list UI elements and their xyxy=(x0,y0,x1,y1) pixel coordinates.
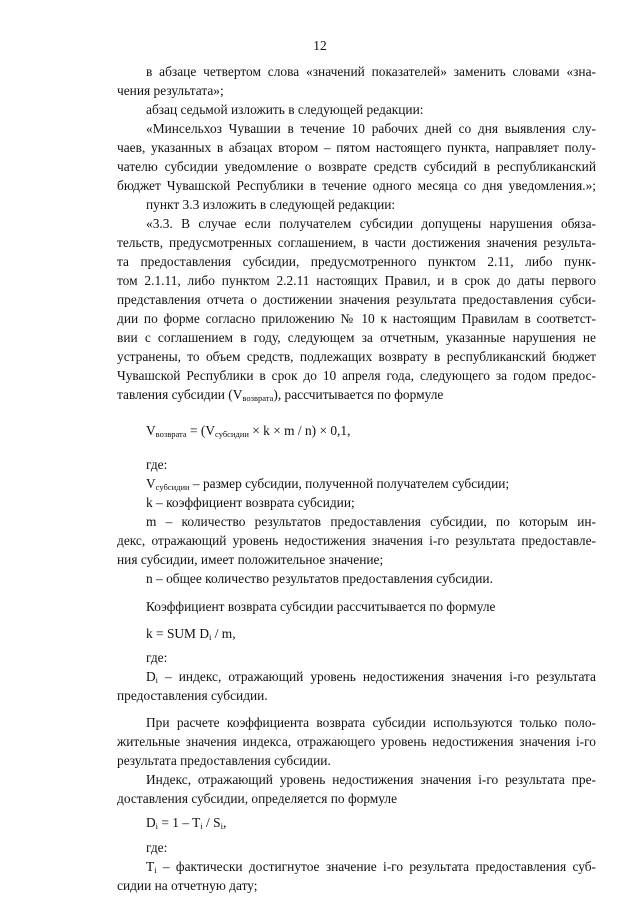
where-label: где: xyxy=(146,840,168,855)
subscript: возврата xyxy=(242,393,274,403)
text-line: пункт 3.3 изложить в следующей редакции: xyxy=(146,197,396,212)
where-label: где: xyxy=(146,457,168,472)
text-line: том 2.1.11, либо пунктом 2.2.11 настоящих Правил, и в срок до даты первого xyxy=(117,273,596,288)
text-line: устранены, то объем средств, подлежащих возврату в республиканский бюджет xyxy=(117,349,596,364)
definition-n: n – общее количество результатов предоставления субсидии. xyxy=(146,571,493,586)
text-line: чателю субсидии уведомление о возврате средств субсидий в республиканский xyxy=(117,159,596,174)
text-line: чаев, указанных в абзацах втором – пятом настоящего пункта, направляет полу- xyxy=(117,140,596,155)
definition-m: декс, отражающий уровень недостижения значения i-го результата предоставле- xyxy=(117,533,596,548)
text-line: Чувашской Республики в срок до 10 апреля года, следующего за годом предос- xyxy=(117,368,596,383)
formula-d: $D_i = 1 - T_i / S_i$, xyxy=(146,815,227,831)
coefficient-intro: Коэффициент возврата субсидии рассчитывается по формуле xyxy=(146,599,496,614)
text-line: доставления субсидии, определяется по формуле xyxy=(117,791,398,806)
text-line: «Минсельхоз Чувашии в течение 10 рабочих дней со дня выявления слу- xyxy=(146,121,596,136)
definition-k: k – коэффициент возврата субсидии; xyxy=(146,495,355,510)
definition-m: ния субсидии, имеет положительное значение; xyxy=(117,552,384,567)
text-line: тельств, предусмотренных соглашением, в части достижения значения результа- xyxy=(117,235,596,250)
text-line: чения результата»; xyxy=(117,83,224,98)
definition-d: предоставления субсидии. xyxy=(117,688,268,703)
text-line: жительные значения индекса, отражающего уровень недостижения значения i-го xyxy=(117,734,596,749)
text-line: тавления субсидии $(V_{возврата})$, рассчитывается по формуле xyxy=(117,387,444,403)
page-number: 12 xyxy=(313,38,327,53)
definition-d: $D_i$ – индекс, отражающий уровень недостижения значения i-го результата xyxy=(146,669,596,685)
definition-t: сидии на отчетную дату; xyxy=(117,878,258,893)
text-line: вии с соглашением в году, следующем за отчетным, указанные нарушения не xyxy=(117,330,596,345)
formula-k: k = SUM $D_i$ / m, xyxy=(146,626,236,642)
text-line: абзац седьмой изложить в следующей редакции: xyxy=(146,102,424,117)
formula-v-vozvrata: $V_{возврата} = (V_{субсидии} \times k \times m / n) \times 0,1$, xyxy=(146,423,351,439)
text-line: представления отчета о достижении значения результата предоставления субси- xyxy=(117,292,596,307)
definition-t: $T_i$ – фактически достигнутое значение i-го результата предоставления суб- xyxy=(146,859,596,875)
definition-v: $V_{субсидии}$ – размер субсидии, полученной получателем субсидии; xyxy=(146,476,510,492)
text-line: бюджет Чувашской Республики в течение одного месяца со дня уведомления.»; xyxy=(117,178,596,193)
text-line: Индекс, отражающий уровень недостижения значения i-го результата пре- xyxy=(146,772,596,787)
text-line: результата предоставления субсидии. xyxy=(117,753,331,768)
definition-m: m – количество результатов предоставления субсидии, по которым ин- xyxy=(146,514,596,529)
where-label: где: xyxy=(146,650,168,665)
text-line: дии по форме согласно приложению № 10 к настоящим Правилам в соответст- xyxy=(117,311,596,326)
text-line: в абзаце четвертом слова «значений показателей» заменить словами «зна- xyxy=(146,64,596,79)
text-line: та предоставления субсидии, предусмотренного пунктом 2.11, либо пунк- xyxy=(117,254,596,269)
text-line: При расчете коэффициента возврата субсидии используются только поло- xyxy=(146,715,596,730)
text-line: «3.3. В случае если получателем субсидии допущены нарушения обяза- xyxy=(146,216,596,231)
